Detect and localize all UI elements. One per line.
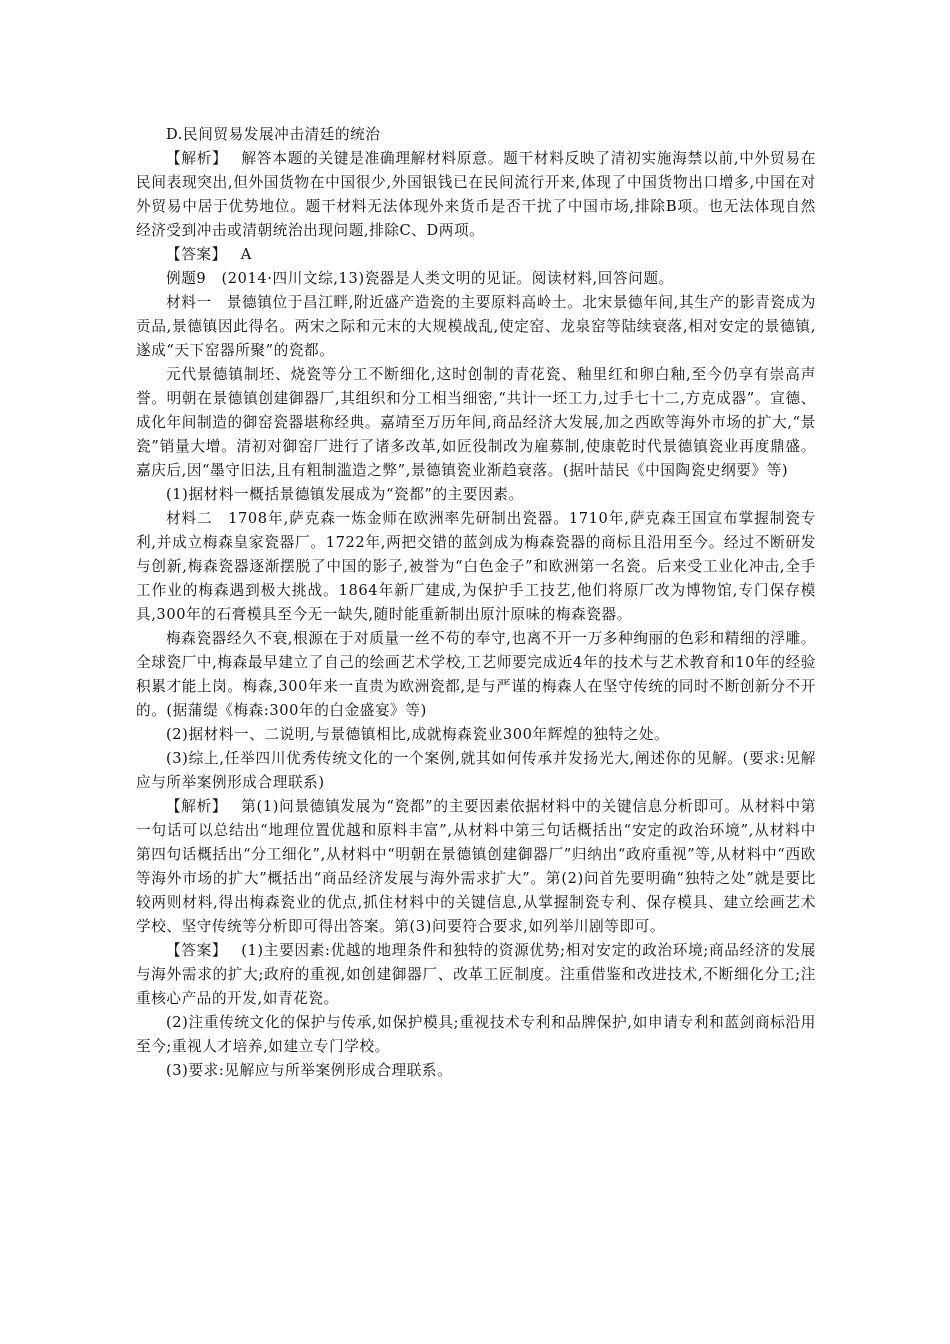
material-1-paragraph-2: 元代景德镇制坯、烧瓷等分工不断细化,这时创制的青花瓷、釉里红和卵白釉,至今仍享有崇高声誉。明朝在景德镇创建御器厂,其组织和分工相当细密,“共计一坯工力,过手七十二,方克成器”。宣德、成化年间制造的御窑瓷器堪称经典。嘉靖至万历年间,商品经济大发展,加之西欧等海外市场的扩大,“景瓷”销量大增。清初对御窑厂进行了诸多改革,如匠役制改为雇募制,使康乾时代景德镇瓷业再度鼎盛。嘉庆后,因“墨守旧法,且有粗制滥造之弊”,景德镇瓷业渐趋衰落。(据叶喆民《中国陶瓷史纲要》等) bbox=[136, 366, 816, 479]
answer-label: 【答案】 bbox=[166, 246, 227, 263]
material-2-paragraph-2: 梅森瓷器经久不衰,根源在于对质量一丝不苟的奉守,也离不开一万多种绚丽的色彩和精细的浮雕。全球瓷厂中,梅森最早建立了自己的绘画艺术学校,工艺师要完成近4年的技术与艺术教育和10年的经验积累才能上岗。梅森,300年来一直贵为欧洲瓷都,是与严谨的梅森人在坚守传统的同时不断创新分不开的。(据蒲缇《梅森:300年的白金盛宴》等) bbox=[136, 630, 816, 719]
answer-text-2-3: (3)要求:见解应与所举案例形成合理联系。 bbox=[166, 1062, 453, 1079]
example-9-heading: 例题9 (2014·四川文综,13)瓷器是人类文明的见证。阅读材料,回答问题。 bbox=[166, 270, 674, 287]
answer-paragraph-1 bbox=[136, 243, 816, 267]
material-1-paragraph-1: 材料一 景德镇位于昌江畔,附近盛产造瓷的主要原料高岭土。北宋景德年间,其生产的影青瓷成为贡品,景德镇因此得名。两宋之际和元末的大规模战乱,使定窑、龙泉窑等陆续衰落,相对安定的景德镇,遂成“天下窑器所聚”的瓷都。 bbox=[136, 294, 816, 359]
answer-label-2: 【答案】 bbox=[166, 942, 228, 959]
question-3: (3)综上,任举四川优秀传统文化的一个案例,就其如何传承并发扬光大,阐述你的见解。(要求:见解应与所举案例形成合理联系) bbox=[136, 750, 816, 791]
question-2: (2)据材料一、二说明,与景德镇相比,成就梅森瓷业300年辉煌的独特之处。 bbox=[166, 726, 670, 743]
answer-text-2-2: (2)注重传统文化的保护与传承,如保护模具;重视技术专利和品牌保护,如申请专利和蓝剑商标沿用至今;重视人才培养,如建立专门学校。 bbox=[136, 1014, 816, 1055]
option-d: D.民间贸易发展冲击清廷的统治 bbox=[166, 126, 381, 143]
document-page bbox=[136, 123, 816, 1083]
analysis-text-1: 解答本题的关键是准确理解材料原意。题干材料反映了清初实施海禁以前,中外贸易在民间表现突出,但外国货物在中国很少,外国银钱已在民间流行开来,体现了中国货物出口增多,中国在对外贸易中居于优势地位。题干材料无法体现外来货币是否干扰了中国市场,排除B项。也无法体现自然经济受到冲击或清朝统治出现问题,排除C、D两项。 bbox=[136, 150, 816, 239]
question-1: (1)据材料一概括景德镇发展成为“瓷都”的主要因素。 bbox=[166, 486, 524, 503]
material-2-paragraph-1: 材料二 1708年,萨克森一炼金师在欧洲率先研制出瓷器。1710年,萨克森王国宣布掌握制瓷专利,并成立梅森皇家瓷器厂。1722年,两把交错的蓝剑成为梅森瓷器的商标且沿用至今。经过不断研发与创新,梅森瓷器逐渐摆脱了中国的影子,被誉为“白色金子”和欧洲第一名瓷。后来受工业化冲击,全手工作业的梅森遇到极大挑战。1864年新厂建成,为保护手工技艺,他们将原厂改为博物馆,专门保存模具,300年的石膏模具至今无一缺失,随时能重新制出原汁原味的梅森瓷器。 bbox=[136, 510, 816, 623]
analysis-paragraph-1 bbox=[136, 147, 816, 243]
analysis-paragraph-2 bbox=[136, 795, 816, 939]
answer-text-2-1: (1)主要因素:优越的地理条件和独特的资源优势;相对安定的政治环境;商品经济的发展与海外需求的扩大;政府的重视,如创建御器厂、改革工匠制度。注重借鉴和改进技术,不断细化分工;注重核心产品的开发,如青花瓷。 bbox=[136, 942, 816, 1007]
analysis-label: 【解析】 bbox=[166, 150, 228, 167]
analysis-text-2: 第(1)问景德镇发展为“瓷都”的主要因素依据材料中的关键信息分析即可。从材料中第一句话可以总结出“地理位置优越和原料丰富”,从材料中第三句话概括出“安定的政治环境”,从材料中第四句话概括出“分工细化”,从材料中“明朝在景德镇创建御器厂”归纳出“政府重视”等,从材料中“西欧等海外市场的扩大”概括出“商品经济发展与海外需求扩大”。第(2)问首先要明确“独特之处”就是要比较两则材料,得出梅森瓷业的优点,抓住材料中的关键信息,从掌握制瓷专利、保存模具、建立绘画艺术学校、坚守传统等分析即可得出答案。第(3)问要符合要求,如列举川剧等即可。 bbox=[136, 798, 816, 935]
analysis-label-2: 【解析】 bbox=[166, 798, 228, 815]
answer-text-1: A bbox=[240, 246, 252, 263]
answer-paragraph-2 bbox=[136, 939, 816, 1011]
